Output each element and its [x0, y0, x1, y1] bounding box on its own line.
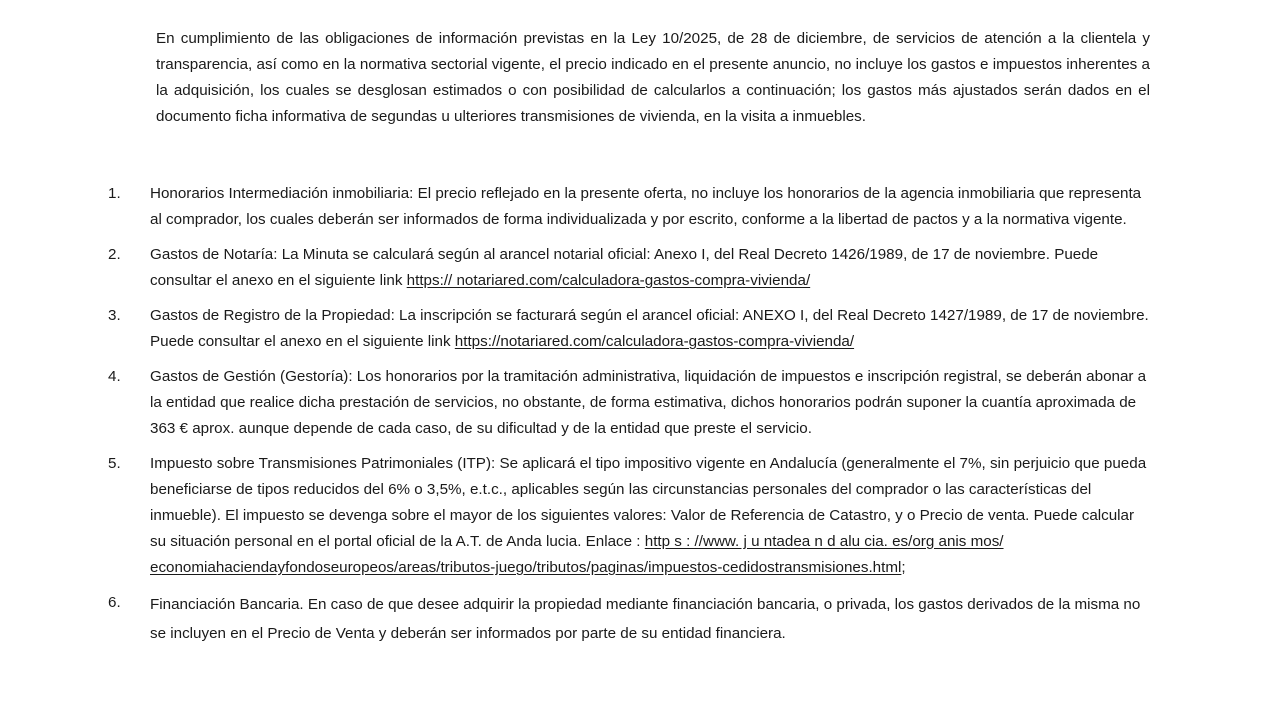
- list-item-number: 5.: [108, 455, 121, 472]
- intro-paragraph: En cumplimiento de las obligaciones de información previstas en la Ley 10/2025, de 28 de diciembre, de servicios de atención a la clientela y transparencia, así como en la normativa sectorial vigente, el precio indicado en el presente anuncio, no incluye los gastos e impuestos inherentes a la adquisición, los cuales se desglosan estimados o con posibilidad de calcularlos a continuación; los gastos más ajustados serán dados en el documento ficha informativa de segundas u ulteriores transmisiones de vivienda, en la visita a inmuebles.: [156, 30, 1150, 125]
- list-item: [108, 303, 1150, 355]
- list-item-text: [150, 303, 1150, 355]
- list-item-body: Gastos de Registro de la Propiedad: La inscripción se facturará según el arancel oficial: ANEXO I, del Real Decreto 1427/1989, de 17 de noviembre. Puede consultar el anexo en el siguiente link: [150, 307, 1149, 350]
- list-item-number: 1.: [108, 185, 121, 202]
- list-item: [108, 451, 1150, 581]
- list-item: [108, 242, 1150, 294]
- list-item: [108, 590, 1150, 648]
- list-item-number: 6.: [108, 594, 121, 611]
- list-item: [108, 364, 1150, 442]
- list-item-text: Honorarios Intermediación inmobiliaria: El precio reflejado en la presente oferta, no incluye los honorarios de la agencia inmobiliaria que representa al comprador, los cuales deberán ser informados de forma individualizada y por escrito, conforme a la libertad de pactos y a la normativa vigente.: [150, 185, 1142, 228]
- juntadeandalucia-link[interactable]: http s : //www. j u ntadea n d alu cia. es/org anis mos/ economiahaciendayfondoseuropeos/areas/tributos-juego/tributos/paginas/impuestos-cedidostransmisiones.html: [150, 533, 1004, 576]
- list-item: [108, 181, 1150, 233]
- list-item-text: [150, 242, 1150, 294]
- notariared-link[interactable]: https://notariared.com/calculadora-gastos-compra-vivienda/: [454, 333, 855, 350]
- expense-list: [108, 181, 1150, 657]
- list-item-number: 2.: [108, 246, 121, 263]
- notariared-link[interactable]: https:// notariared.com/calculadora-gastos-compra-vivienda/: [406, 272, 811, 289]
- list-item-suffix: ;: [901, 559, 906, 576]
- list-item-text: [150, 451, 1150, 581]
- list-item-body: Impuesto sobre Transmisiones Patrimoniales (ITP): Se aplicará el tipo impositivo vigente en Andalucía (generalmente el 7%, sin perjuicio que pueda beneficiarse de tipos reducidos del 6% o 3,5%, e.t.c., aplicables según las circunstancias personales del comprador o las características del inmueble). El impuesto se devenga sobre el mayor de los siguientes valores: Valor de Referencia de Catastro, y o Precio de venta. Puede calcular su situación personal en el portal oficial de la A.T. de Anda lucia. Enlace :: [150, 455, 1147, 550]
- list-item-number: 3.: [108, 307, 121, 324]
- list-item-text: Financiación Bancaria. En caso de que desee adquirir la propiedad mediante financiación bancaria, o privada, los gastos derivados de la misma no se incluyen en el Precio de Venta y deberán ser informados por parte de su entidad financiera.: [150, 596, 1141, 642]
- list-item-number: 4.: [108, 368, 121, 385]
- list-item-body: Gastos de Notaría: La Minuta se calculará según al arancel notarial oficial: Anexo I, del Real Decreto 1426/1989, de 17 de noviembre. Puede consultar el anexo en el siguiente link: [150, 246, 1099, 289]
- list-item-text: Gastos de Gestión (Gestoría): Los honorarios por la tramitación administrativa, liquidación de impuestos e inscripción registral, se deberán abonar a la entidad que realice dicha prestación de servicios, no obstante, de forma estimativa, dichos honorarios podrán suponer la cuantía aproximada de 363 € aprox. aunque depende de cada caso, de su dificultad y de la entidad que preste el servicio.: [150, 368, 1147, 437]
